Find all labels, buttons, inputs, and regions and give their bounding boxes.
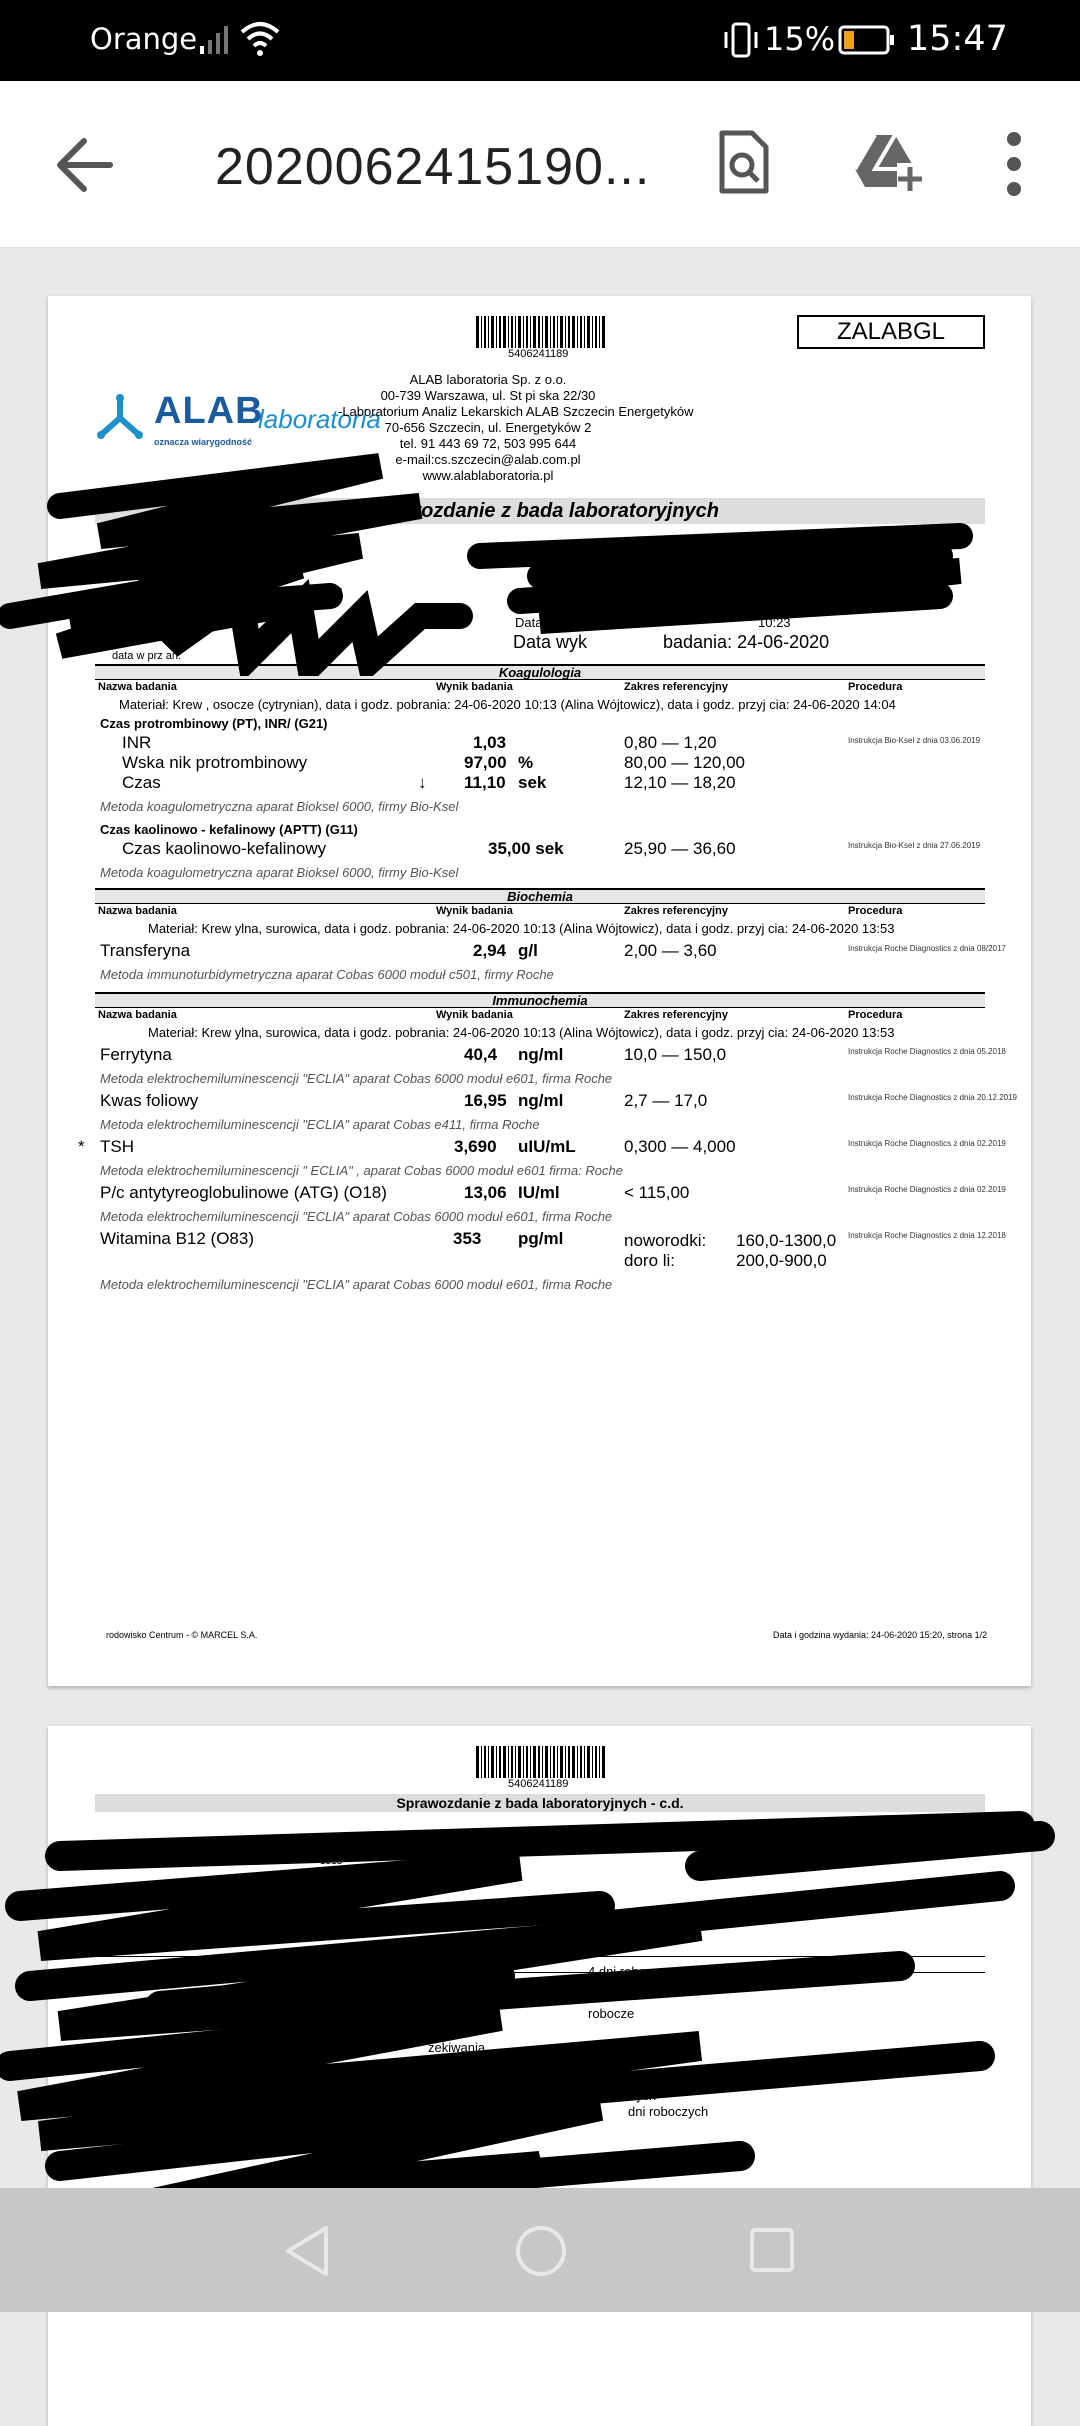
pdf-page-2 (48, 1726, 1031, 2426)
clock: 15:47 (907, 19, 1008, 59)
p2-line-5: W (100, 2104, 113, 2119)
p2-line-1: Białko C ( (100, 2040, 157, 2055)
col-ref-bio: Zakres referencyjny (624, 905, 728, 917)
exec-date-value: badania: 24-06-2020 (663, 632, 830, 652)
orderer-label: Zleceniodawca: Punkt P (606, 567, 757, 583)
document-title: 2020062415190... (215, 138, 651, 196)
ferrytyna-ref: 10,0 — 150,0 (624, 1045, 727, 1064)
redaction-scribble-2 (0, 1806, 1080, 2236)
method-b12: Metoda elektrochemiluminescencji "ECLIA" aparat Cobas 6000 moduł e601, firma Roche (100, 1277, 613, 1292)
proc-ferrytyna: Instrukcja Roche Diagnostics z dnia 05.2018 (848, 1047, 1006, 1056)
page2-title: Sprawozdanie z bada laboratoryjnych - c.d. (95, 1794, 985, 1812)
atg-name: P/c antytyreoglobulinowe (ATG) (O18) (100, 1183, 387, 1202)
lab-address: ALAB laboratoria Sp. z o.o. 00-739 Warszawa, ul. St pi ska 22/30 -Laboratorium Analiz Lekarskich ALAB Szczecin Energetyków 70-656 Szczecin, ul. Energetyków 2 tel. 91 443 69 72, 503 995 644 e-mail:cs.szczecin@alab.com.pl www.alablaboratoria.pl (338, 372, 694, 483)
atg-ref: < 115,00 (624, 1183, 690, 1202)
app-bar (0, 81, 1080, 248)
navigation-bar (0, 2188, 1080, 2312)
transferyna-unit: g/l (518, 941, 538, 960)
czas-value: 11,10 (464, 773, 506, 792)
czas-ref: 12,10 — 18,20 (624, 773, 736, 792)
back-nav-icon[interactable] (282, 2224, 332, 2278)
wsk-name: Wska nik protrombinowy (122, 753, 308, 772)
p2-frag-10: 1313 (320, 1856, 343, 1867)
method-bio: Metoda immunoturbidymetryczna aparat Cobas 6000 moduł c501, firmy Roche (100, 967, 554, 982)
p2-frag-4: robocze (588, 2006, 635, 2021)
b12-name: Witamina B12 (O83) (100, 1229, 254, 1248)
col-procedure: Procedura (848, 681, 903, 693)
status-bar (0, 0, 1080, 81)
inr-value: 1,03 (473, 733, 507, 752)
method-kwas: Metoda elektrochemiluminescencji "ECLIA" aparat Cobas e411, firma Roche (100, 1117, 540, 1132)
col-result-imm: Wynik badania (436, 1009, 513, 1021)
exec-date-label: Data wyk (513, 632, 588, 652)
method-koag-2: Metoda koagulometryczna aparat Bioksel 6000, firmy Bio-Ksel (100, 865, 459, 880)
material-koag: Materiał: Krew , osocze (cytrynian), data i godz. pobrania: 24-06-2020 10:13 (Alina Wójtowicz), data i godz. przyj cia: 24-06-2020 14:04 (119, 697, 896, 712)
p2-frag-3: rejestracji zlec (618, 1908, 682, 1919)
proc-tsh: Instrukcja Roche Diagnostics z dnia 02.2019 (848, 1139, 1006, 1148)
battery-percent: 15% (764, 20, 836, 58)
p2-frag-6: nik 2 dni robocze (548, 2072, 647, 2087)
proc-atg: Instrukcja Roche Diagnostics z dnia 02.2019 (848, 1185, 1006, 1194)
b12-ref2-value: 200,0-900,0 (736, 1251, 827, 1270)
ferrytyna-name: Ferrytyna (100, 1045, 172, 1064)
wsk-ref: 80,00 — 120,00 (624, 753, 745, 772)
carrier-label: Orange (90, 22, 198, 56)
p2-frag-7: 20 dni roboczych (558, 2088, 657, 2103)
ferrytyna-unit: ng/ml (518, 1045, 564, 1064)
b12-ref1-label: noworodki: (624, 1231, 707, 1250)
kwas-name: Kwas foliowy (100, 1091, 199, 1110)
col-ref-imm: Zakres referencyjny (624, 1009, 728, 1021)
p2-frag-1: 4 dni robocze (588, 1964, 667, 1979)
tsh-unit: uIU/mL (518, 1137, 576, 1156)
inr-name: INR (122, 733, 152, 752)
col-test-imm: Nazwa badania (98, 1009, 177, 1021)
proc-b12: Instrukcja Roche Diagnostics z dnia 12.2018 (848, 1231, 1006, 1240)
patient-fragment-2: to ki mo (158, 616, 197, 628)
logo-main: ALAB (154, 390, 264, 432)
czas-flag: ↓ (418, 773, 427, 792)
logo-sub: laboratoria (258, 404, 381, 434)
method-tsh: Metoda elektrochemiluminescencji " ECLIA" , aparat Cobas 6000 moduł e601 firma: Roche (100, 1163, 623, 1178)
col-test-bio: Nazwa badania (98, 905, 177, 917)
p2-frag-8: Cz (366, 2104, 382, 2119)
aptt-ref: 25,90 — 36,60 (624, 839, 736, 858)
col-proc-imm: Procedura (848, 1009, 903, 1021)
col-proc-bio: Procedura (848, 905, 903, 917)
aptt-name: Czas kaolinowo-kefalinowy (122, 839, 327, 858)
footer-right: Data i godzina wydania: 24-06-2020 15:20, strona 1/2 (773, 1630, 988, 1640)
wsk-value: 97,00 (464, 753, 507, 772)
pt-group: Czas protrombinowy (PT), INR/ (G21) (100, 716, 328, 731)
tsh-value: 3,690 (454, 1137, 497, 1156)
logo-tagline: oznacza wiarygodność (154, 437, 253, 447)
p2-line-2: Białko (100, 2056, 136, 2071)
back-arrow-icon[interactable] (48, 135, 118, 195)
proc-koag-2: Instrukcja Bio-Ksel z dnia 27.06.2019 (848, 841, 981, 850)
b12-ref2-label: doro li: (624, 1251, 676, 1270)
p2-line-4: Trzcin (100, 2088, 135, 2103)
col-ref: Zakres referencyjny (624, 681, 728, 693)
barcode-image (476, 316, 606, 348)
transferyna-value: 2,94 (473, 941, 507, 960)
more-options-icon[interactable] (1002, 129, 1026, 199)
date-label: Data i g (515, 615, 560, 630)
aptt-value: 35,00 sek (488, 839, 564, 858)
barcode-image-2 (476, 1746, 606, 1778)
inr-ref: 0,80 — 1,20 (624, 733, 717, 752)
recents-nav-icon[interactable] (748, 2226, 796, 2274)
date-time-value: 10:23 (758, 615, 791, 630)
p2-frag-2: ykonan (548, 1922, 597, 1939)
method-ferrytyna: Metoda elektrochemiluminescencji "ECLIA" aparat Cobas 6000 moduł e601, firma Roche (100, 1071, 613, 1086)
signal-icon (198, 22, 232, 56)
proc-koag-1: Instrukcja Bio-Ksel z dnia 03.06.2019 (848, 736, 981, 745)
patient-fragment-1: 988 (324, 586, 343, 598)
tsh-ref: 0,300 — 4,000 (624, 1137, 736, 1156)
ferrytyna-value: 40,4 (464, 1045, 498, 1064)
tsh-name: TSH (100, 1137, 134, 1156)
b12-value: 353 (453, 1229, 482, 1248)
add-to-drive-icon[interactable] (853, 133, 923, 193)
tsh-mark: * (78, 1137, 85, 1156)
kwas-value: 16,95 (464, 1091, 507, 1110)
barcode-number-2: 5406241189 (508, 1778, 569, 1790)
transferyna-name: Transferyna (100, 941, 191, 960)
wsk-unit: % (518, 753, 534, 772)
section-immunochemia: Immunochemia (95, 992, 985, 1008)
patient-fragment-3: data w prz an: (112, 650, 182, 662)
vibrate-icon (722, 20, 760, 60)
czas-name: Czas (122, 773, 161, 792)
wifi-icon (240, 20, 280, 58)
material-bio: Materiał: Krew ylna, surowica, data i godz. pobrania: 24-06-2020 10:13 (Alina Wójtowicz), data i godz. przyj cia: 24-06-2020 13:53 (148, 921, 895, 936)
find-in-document-icon[interactable] (718, 129, 770, 195)
destination-label: Miejsce odesłania (545, 582, 657, 598)
footer-left: rodowisko Centrum - © MARCEL S.A. (106, 1630, 258, 1640)
code-box: ZALABGL (797, 315, 985, 349)
redaction-scribble-1 (0, 446, 1030, 676)
atg-unit: IU/ml (518, 1183, 560, 1202)
method-atg: Metoda elektrochemiluminescencji "ECLIA" aparat Cobas 6000 moduł e601, firma Roche (100, 1209, 613, 1224)
section-biochemia: Biochemia (95, 888, 985, 904)
transferyna-ref: 2,00 — 3,60 (624, 941, 717, 960)
material-imm: Materiał: Krew ylna, surowica, data i godz. pobrania: 24-06-2020 10:13 (Alina Wójtowicz), data i godz. przyj cia: 24-06-2020 13:53 (148, 1025, 895, 1040)
b12-unit: pg/ml (518, 1229, 564, 1248)
kwas-unit: ng/ml (518, 1091, 564, 1110)
method-koag-1: Metoda koagulometryczna aparat Bioksel 6000, firmy Bio-Ksel (100, 799, 459, 814)
alab-logo-icon (94, 394, 146, 442)
p2-line-3: Ho steina (C02) (100, 2072, 192, 2087)
col-test: Nazwa badania (98, 681, 177, 693)
barcode-number: 5406241189 (508, 348, 569, 360)
battery-icon (838, 24, 896, 56)
section-koagulologia: Koagulologia (95, 664, 985, 680)
czas-unit: sek (518, 773, 547, 792)
home-nav-icon[interactable] (514, 2224, 568, 2278)
col-result: Wynik badania (436, 681, 513, 693)
col-result-bio: Wynik badania (436, 905, 513, 917)
proc-kwas: Instrukcja Roche Diagnostics z dnia 20.12.2019 (848, 1093, 1017, 1102)
pdf-page-1 (48, 296, 1031, 1686)
b12-ref1-value: 160,0-1300,0 (736, 1231, 837, 1250)
atg-value: 13,06 (464, 1183, 507, 1202)
report-title: Sprawozdanie z bada laboratoryjnych (95, 498, 985, 524)
p2-frag-9: dni roboczych (628, 2104, 709, 2119)
aptt-group: Czas kaolinowo - kefalinowy (APTT) (G11) (100, 822, 358, 837)
proc-bio: Instrukcja Roche Diagnostics z dnia 08/2017 (848, 944, 1006, 953)
p2-frag-5: zekiwania (428, 2040, 486, 2055)
kwas-ref: 2,7 — 17,0 (624, 1091, 708, 1110)
